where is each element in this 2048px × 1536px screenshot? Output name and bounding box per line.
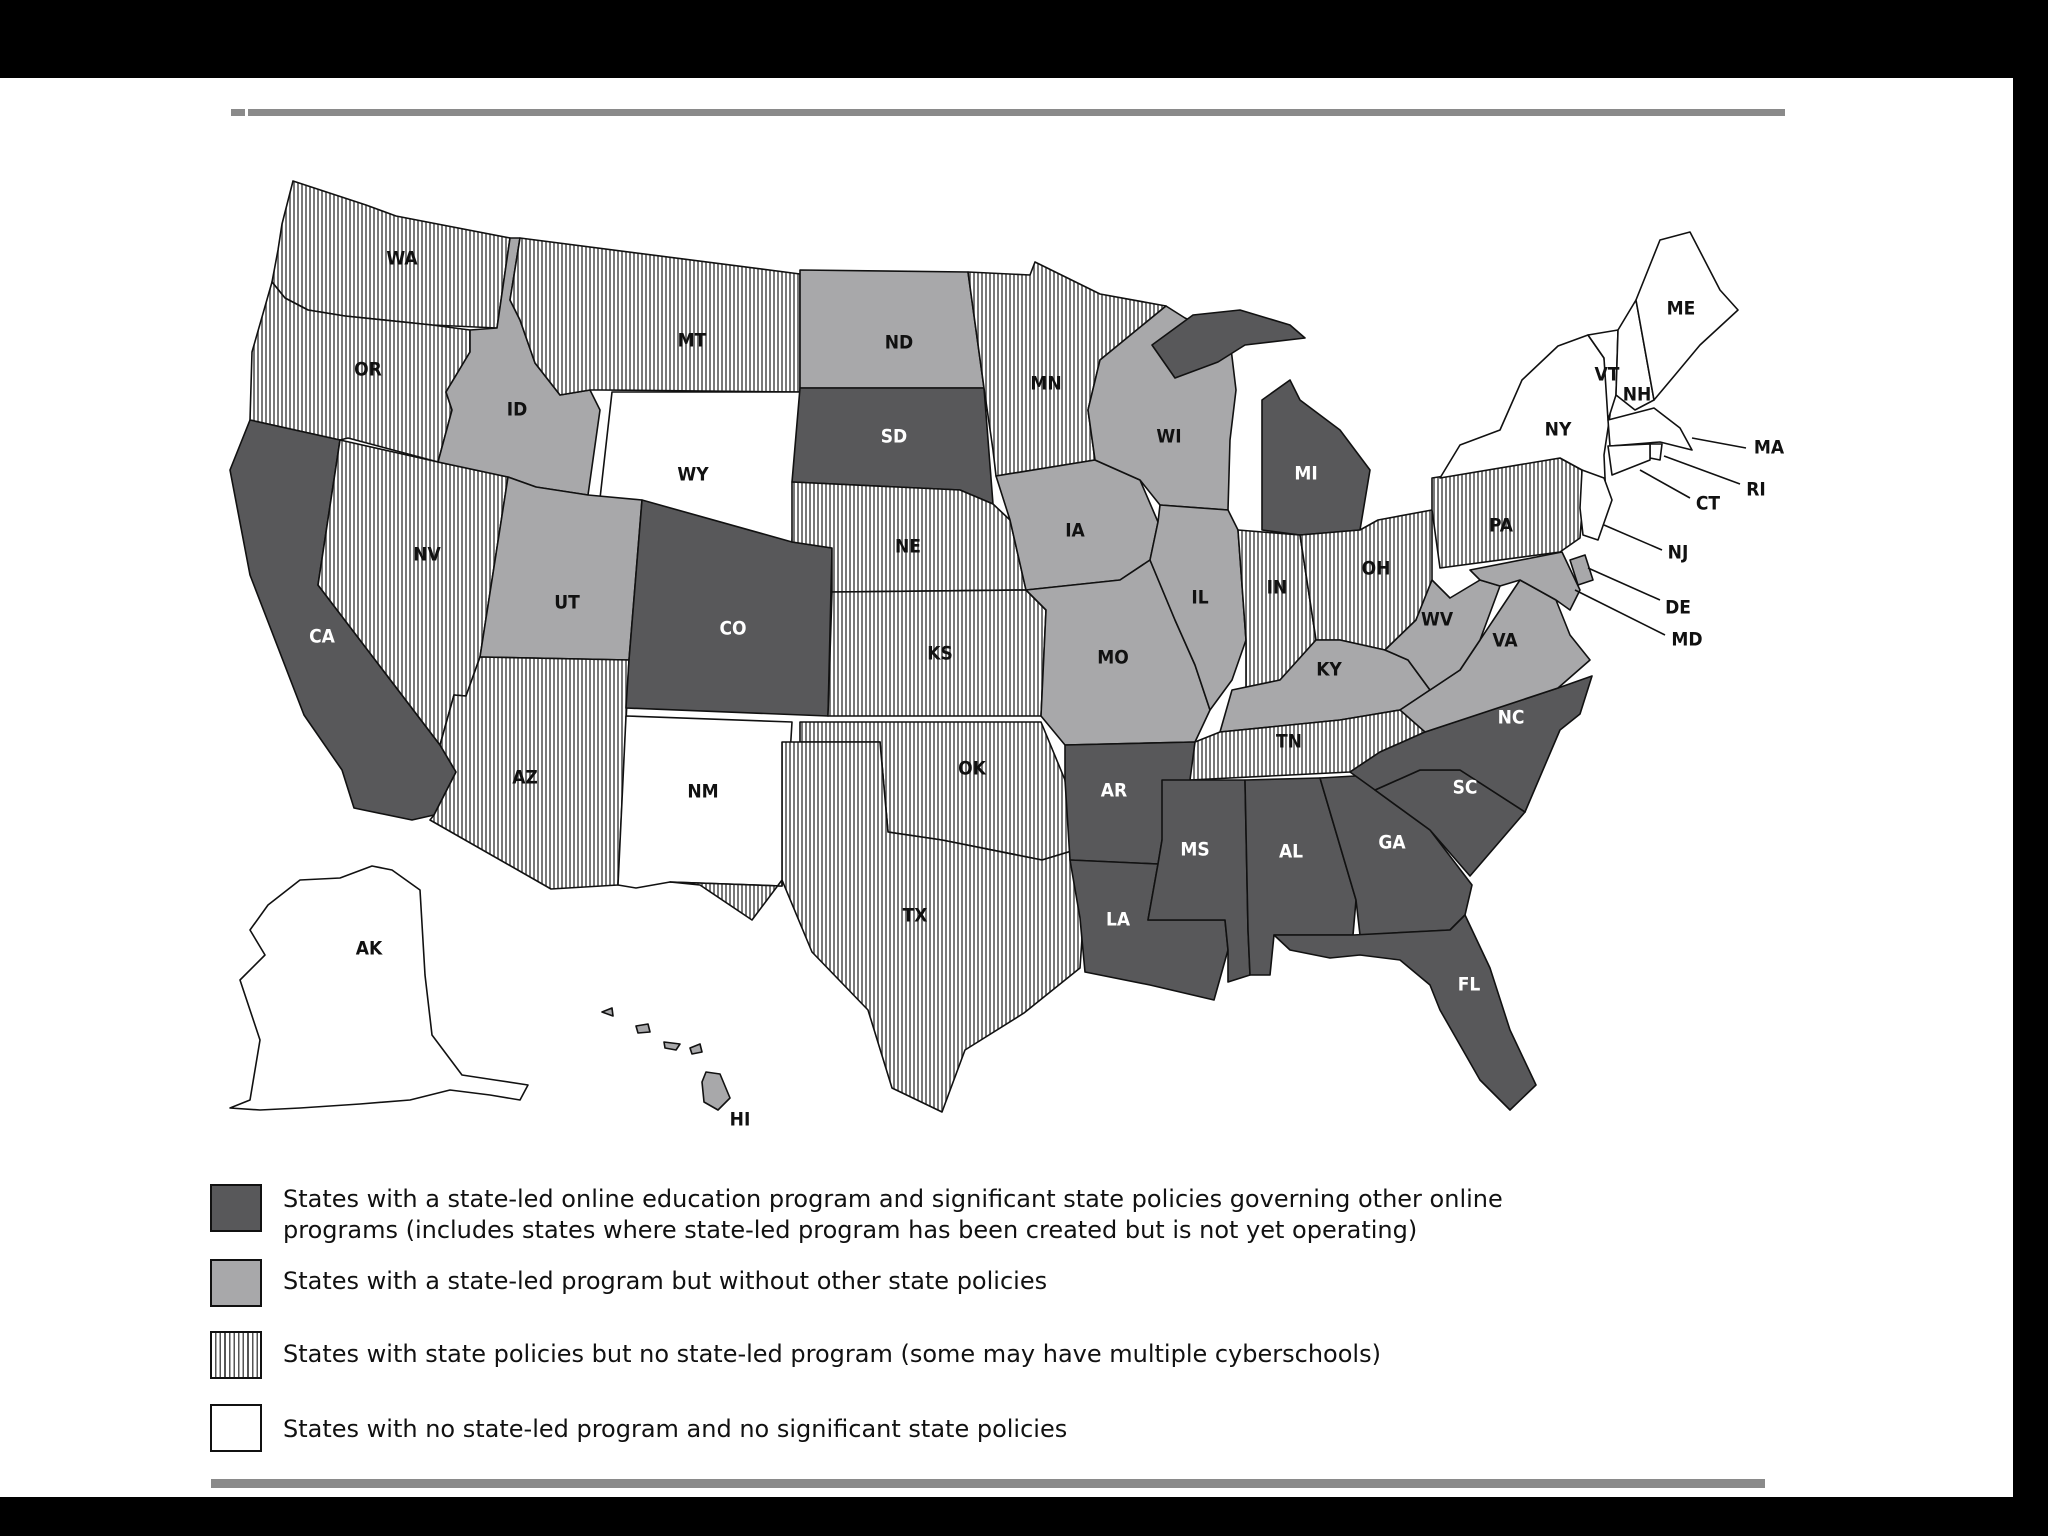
state-label-ct: CT — [1695, 492, 1721, 515]
state-label-ri: RI — [1746, 478, 1766, 501]
state-label-wv: WV — [1420, 608, 1454, 631]
state-label-oh: OH — [1361, 557, 1391, 580]
legend-item-none — [210, 1404, 1610, 1464]
state-label-nd: ND — [884, 331, 914, 354]
state-label-ga: GA — [1378, 831, 1406, 854]
legend-item-striped — [210, 1331, 1610, 1391]
leader-line — [1692, 438, 1746, 448]
state-label-pa: PA — [1488, 514, 1514, 537]
state-label-ne: NE — [895, 535, 921, 558]
state-label-nm: NM — [687, 780, 719, 803]
state-ct — [1608, 444, 1650, 475]
legend-swatch-none — [210, 1404, 262, 1452]
state-label-mn: MN — [1030, 372, 1062, 395]
legend-swatch-light — [210, 1259, 262, 1307]
state-label-al: AL — [1278, 840, 1304, 863]
state-label-fl: FL — [1457, 973, 1481, 996]
state-label-wy: WY — [677, 463, 709, 486]
state-ut — [480, 477, 642, 660]
state-label-wa: WA — [386, 247, 418, 270]
state-label-co: CO — [719, 617, 747, 640]
state-mt — [510, 238, 800, 395]
legend-swatch-striped — [210, 1331, 262, 1379]
state-label-or: OR — [354, 358, 382, 381]
state-label-ny: NY — [1544, 418, 1572, 441]
state-label-ut: UT — [554, 591, 580, 614]
state-label-nj: NJ — [1667, 541, 1689, 564]
legend-swatch-dark — [210, 1184, 262, 1232]
legend-text-dark: States with a state-led online education program and significant state policies governing other online programs (includes states where state-led program has been created but is not yet operating) — [283, 1185, 1503, 1244]
state-label-ca: CA — [309, 625, 335, 648]
state-label-mi: MI — [1294, 462, 1318, 485]
state-label-de: DE — [1665, 596, 1691, 619]
state-label-ks: KS — [927, 642, 953, 665]
slide — [0, 78, 2013, 1497]
state-ak — [230, 866, 528, 1110]
state-label-ma: MA — [1753, 436, 1785, 459]
state-label-nv: NV — [413, 543, 441, 566]
legend-text-striped: States with state policies but no state-led program (some may have multiple cyberschools) — [283, 1340, 1381, 1368]
state-label-tn: TN — [1276, 730, 1302, 753]
state-label-hi: HI — [729, 1108, 751, 1131]
state-label-il: IL — [1191, 586, 1209, 609]
state-label-ky: KY — [1316, 658, 1342, 681]
bottom-rule — [211, 1479, 1765, 1488]
state-label-mo: MO — [1097, 646, 1129, 669]
leader-line — [1664, 456, 1740, 484]
state-label-sc: SC — [1452, 776, 1478, 799]
legend-text-light: States with a state-led program but without other state policies — [283, 1267, 1048, 1295]
state-label-wi: WI — [1156, 425, 1182, 448]
state-label-az: AZ — [512, 766, 538, 789]
state-label-id: ID — [506, 398, 528, 421]
leader-line — [1588, 568, 1660, 600]
state-label-md: MD — [1671, 628, 1703, 651]
legend-item-dark — [210, 1184, 1610, 1244]
state-label-ak: AK — [355, 937, 383, 960]
state-label-sd: SD — [880, 425, 908, 448]
state-nd — [800, 270, 984, 388]
state-label-va: VA — [1492, 629, 1518, 652]
leader-line — [1640, 470, 1690, 498]
us-map — [0, 78, 2013, 1218]
legend-text-none: States with no state-led program and no significant state policies — [283, 1415, 1068, 1443]
state-label-la: LA — [1105, 908, 1131, 931]
state-label-tx: TX — [902, 904, 928, 927]
legend-item-light — [210, 1259, 1610, 1319]
state-label-me: ME — [1666, 297, 1696, 320]
state-nj — [1580, 470, 1612, 540]
state-label-nh: NH — [1622, 383, 1652, 406]
state-label-in: IN — [1266, 576, 1288, 599]
leader-line — [1604, 525, 1662, 550]
state-fl — [1274, 915, 1536, 1110]
state-label-ar: AR — [1100, 779, 1128, 802]
state-label-ok: OK — [958, 757, 986, 780]
state-label-vt: VT — [1594, 363, 1620, 386]
state-label-nc: NC — [1497, 706, 1525, 729]
state-hi — [602, 1008, 730, 1110]
state-label-ms: MS — [1180, 838, 1210, 861]
state-label-ia: IA — [1065, 519, 1085, 542]
state-ri — [1650, 444, 1662, 460]
state-label-mt: MT — [677, 329, 707, 352]
